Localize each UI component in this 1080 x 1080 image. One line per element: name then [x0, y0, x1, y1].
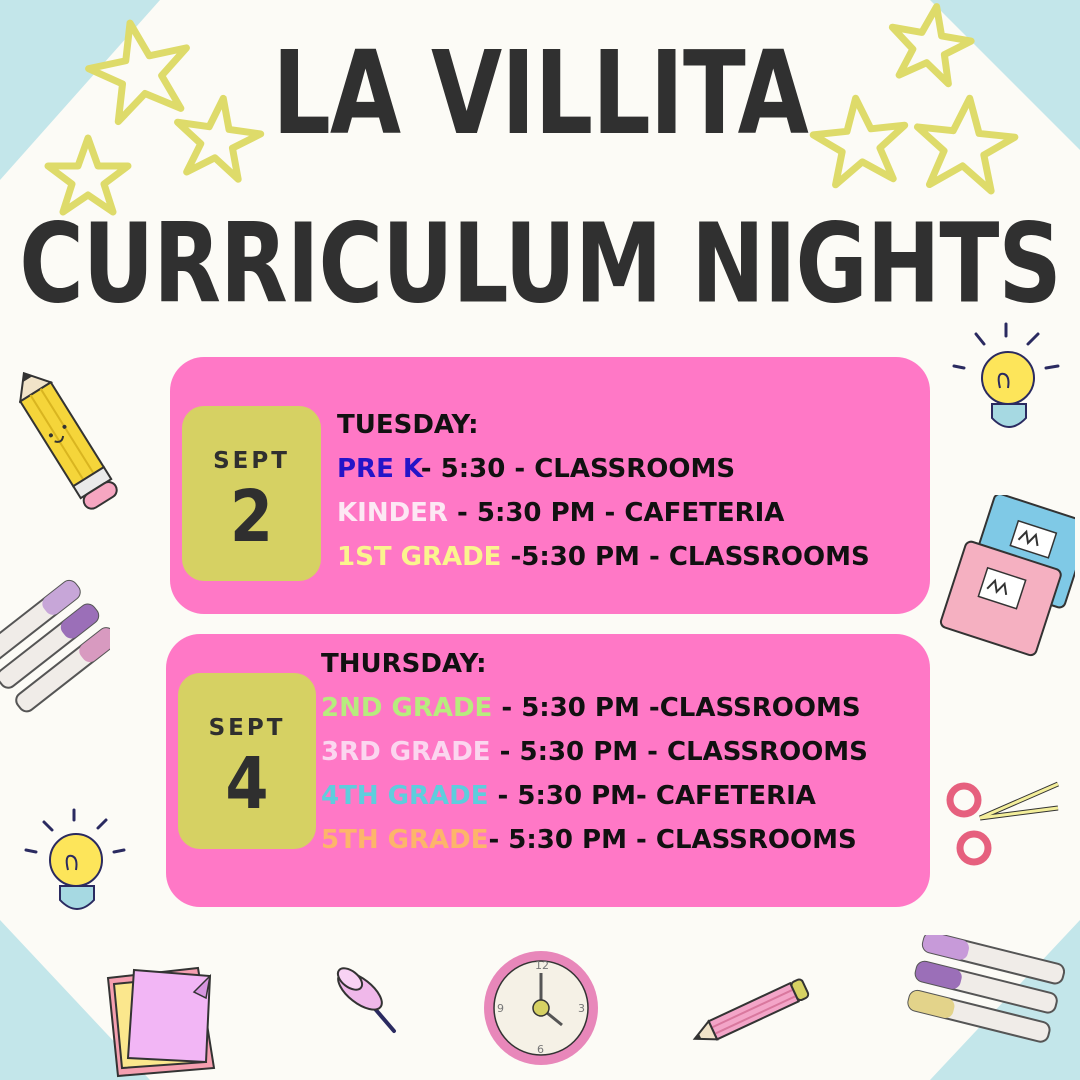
schedule-line	[337, 535, 870, 579]
pencil-icon	[685, 975, 815, 1050]
schedule-detail: - 5:30 - CLASSROOMS	[420, 454, 736, 484]
schedule-detail: - 5:30 PM - CAFETERIA	[447, 498, 785, 528]
grade-label: 4TH GRADE	[321, 781, 489, 811]
schedule-list-thursday	[321, 642, 868, 862]
page-title-line-2: CURRICULUM NIGHTS	[19, 199, 1061, 328]
pencil-icon	[10, 372, 130, 522]
date-badge-sept-2	[182, 406, 321, 581]
grade-label: 1ST GRADE	[337, 542, 502, 572]
date-day: 2	[229, 474, 274, 559]
schedule-line	[321, 730, 868, 774]
markers-icon	[905, 935, 1065, 1050]
markers-icon	[0, 572, 110, 722]
date-month: SEPT	[213, 448, 290, 474]
grade-label: 3RD GRADE	[321, 737, 491, 767]
schedule-line	[321, 686, 868, 730]
date-day: 4	[225, 741, 269, 826]
grade-label: PRE K	[337, 454, 421, 484]
svg-text:9: 9	[497, 1002, 504, 1015]
grade-label: KINDER	[337, 498, 448, 528]
svg-text:12: 12	[535, 959, 549, 972]
schedule-detail: - 5:30 PM - CLASSROOMS	[488, 825, 857, 855]
svg-text:6: 6	[537, 1043, 544, 1056]
day-of-week: TUESDAY:	[337, 410, 479, 440]
grade-label: 5TH GRADE	[321, 825, 489, 855]
day-of-week: THURSDAY:	[321, 649, 487, 679]
svg-text:3: 3	[578, 1002, 585, 1015]
date-badge-sept-4	[178, 673, 316, 849]
page-title-line-1: LA VILLITA	[272, 26, 808, 161]
notebook-icon	[935, 495, 1075, 675]
schedule-detail: - 5:30 PM - CLASSROOMS	[490, 737, 868, 767]
schedule-line	[321, 774, 868, 818]
lightbulb-icon	[22, 808, 132, 933]
schedule-line	[321, 818, 868, 862]
schedule-detail: - 5:30 PM- CAFETERIA	[488, 781, 816, 811]
schedule-detail: - 5:30 PM -CLASSROOMS	[492, 693, 861, 723]
schedule-line	[337, 447, 870, 491]
date-month: SEPT	[208, 715, 286, 741]
grade-label: 2ND GRADE	[321, 693, 493, 723]
lightbulb-icon	[952, 322, 1062, 447]
scissors-icon	[940, 778, 1065, 873]
schedule-list-tuesday	[337, 403, 870, 579]
push-pin-icon	[326, 965, 406, 1040]
schedule-detail: -5:30 PM - CLASSROOMS	[501, 542, 870, 572]
clock-icon	[480, 947, 602, 1069]
schedule-line	[337, 491, 870, 535]
sticky-notes-icon	[98, 958, 228, 1080]
